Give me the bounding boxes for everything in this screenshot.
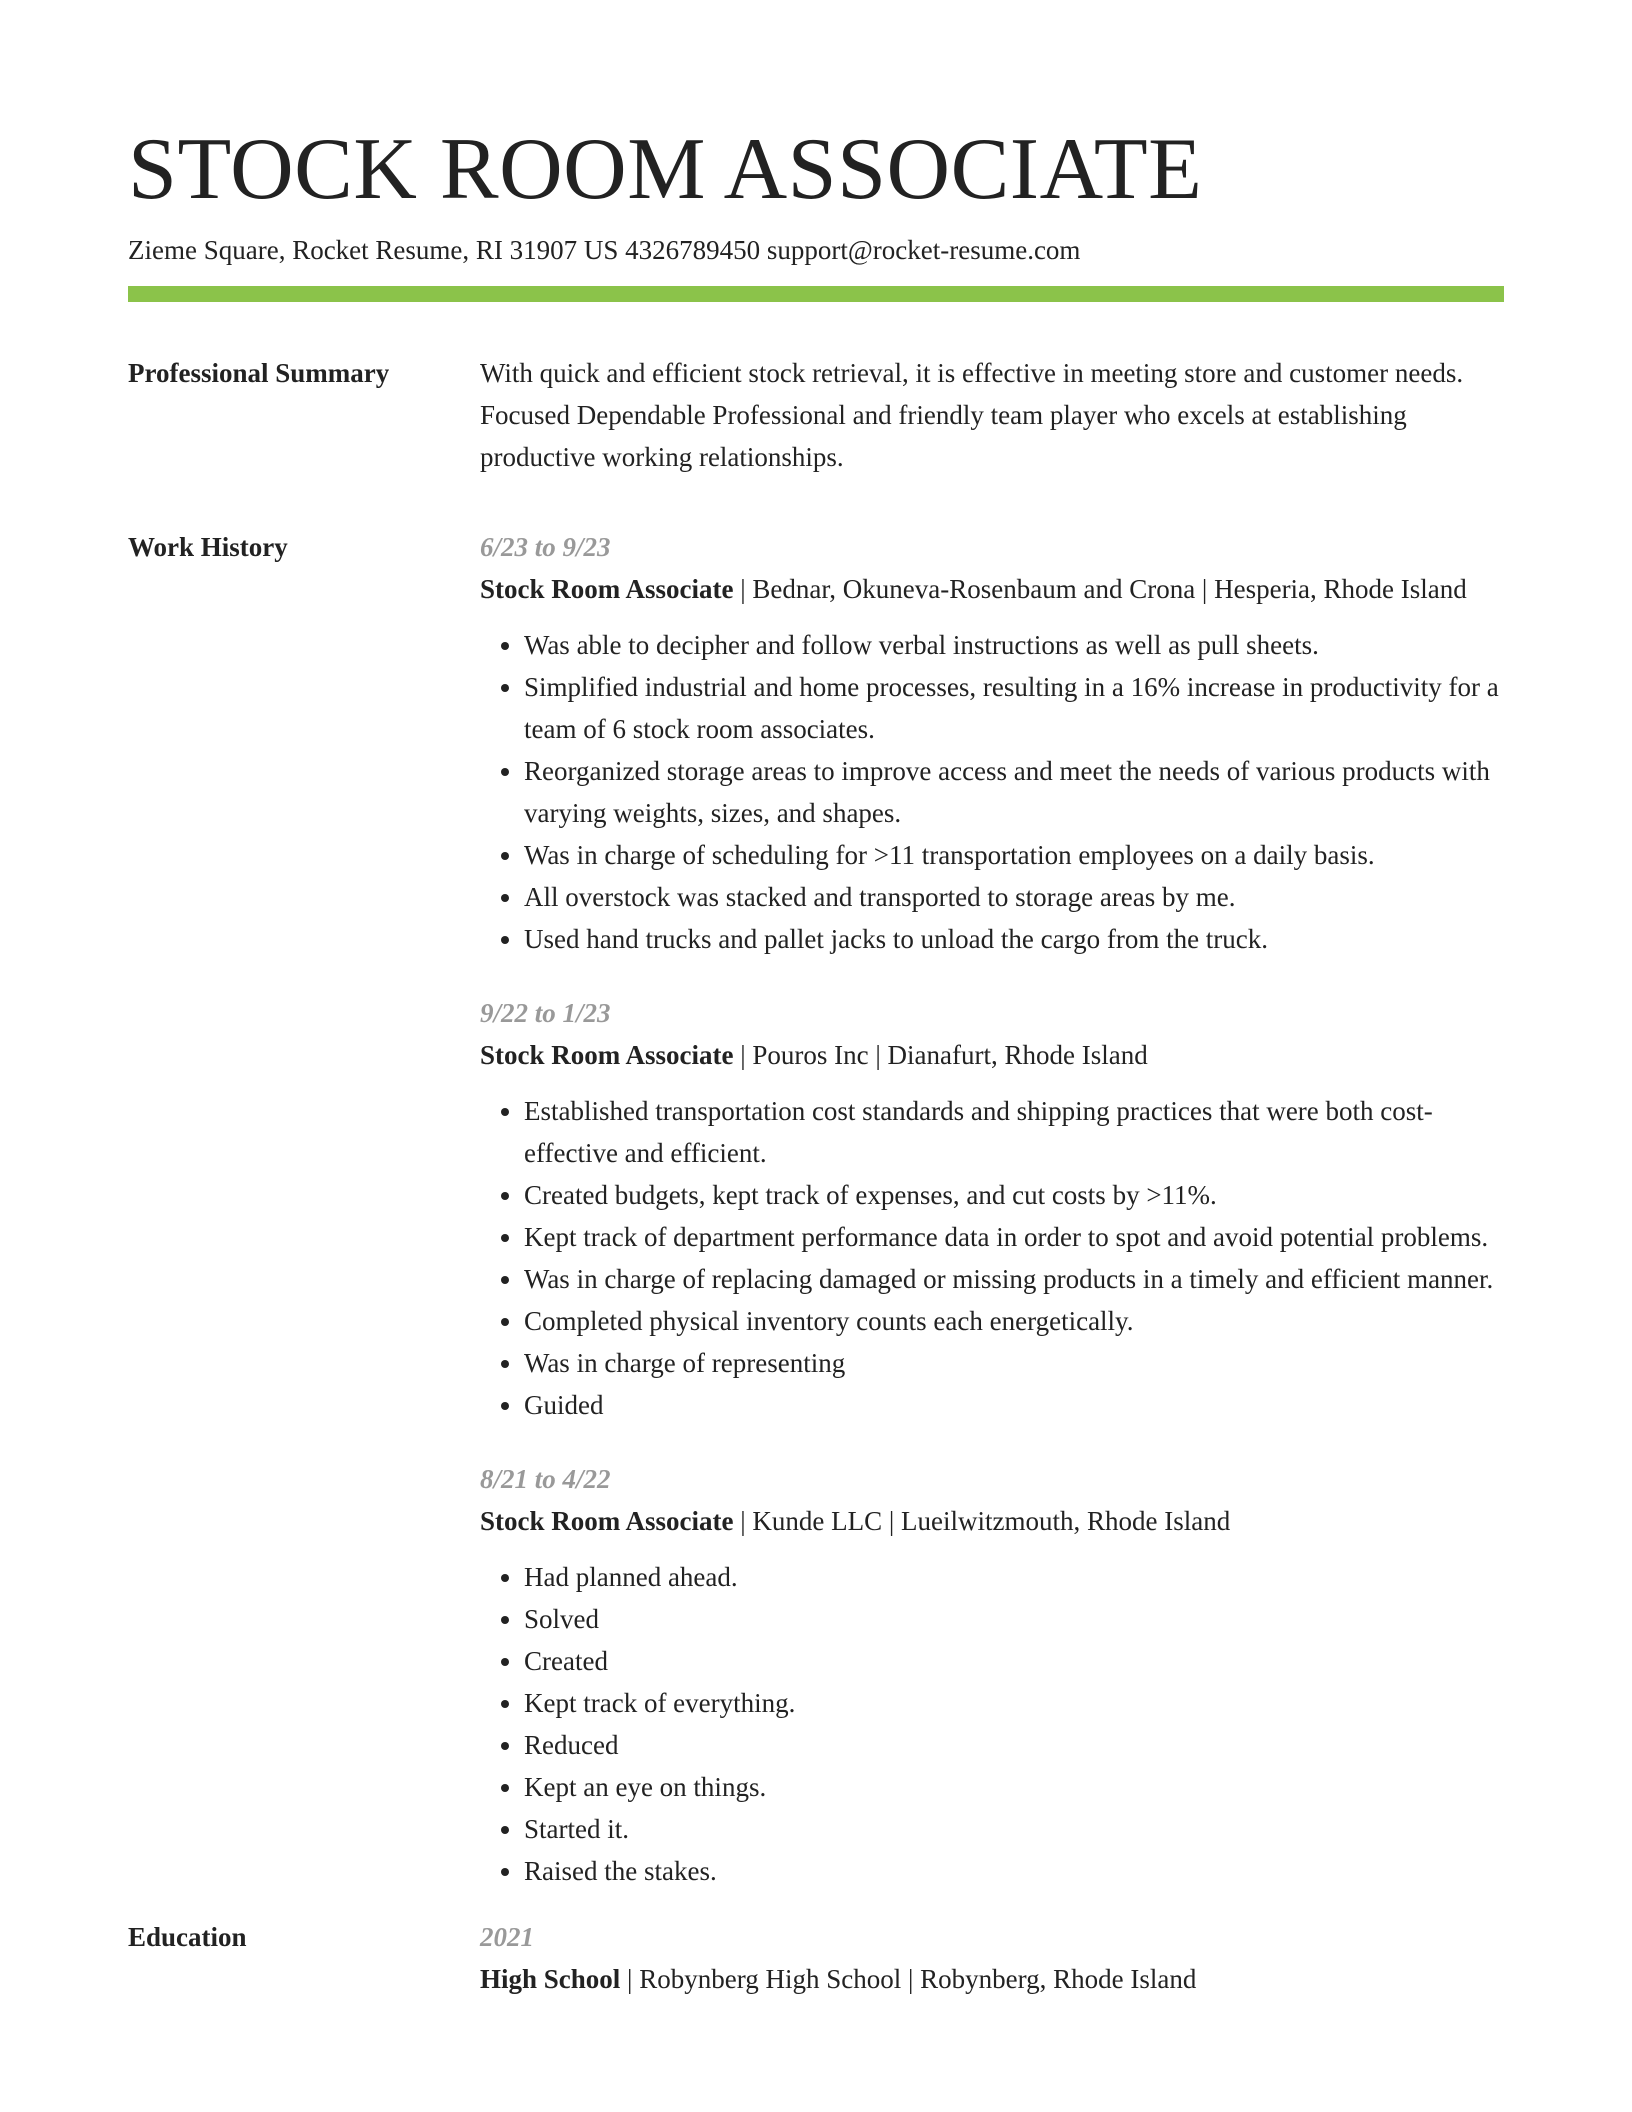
list-item: • Started it. xyxy=(524,1808,1504,1850)
list-item: • Completed physical inventory counts each energetically. xyxy=(524,1300,1504,1342)
job-bullets xyxy=(480,624,1504,960)
work-history-body xyxy=(480,526,1504,1892)
job-title-line xyxy=(480,1500,1504,1542)
section-label-work-history: Work History xyxy=(128,532,288,562)
job-details: | Kunde LLC | Lueilwitzmouth, Rhode Island xyxy=(733,1506,1231,1536)
list-item: • Was in charge of replacing damaged or missing products in a timely and efficient manner. xyxy=(524,1258,1504,1300)
section-label-summary: Professional Summary xyxy=(128,358,390,388)
list-item: • Reorganized storage areas to improve access and meet the needs of various products with varying weights, sizes, and shapes. xyxy=(524,750,1504,834)
resume-page xyxy=(128,120,1504,2000)
job-dates: 6/23 to 9/23 xyxy=(480,532,611,562)
list-item: • Used hand trucks and pallet jacks to unload the cargo from the truck. xyxy=(524,918,1504,960)
education-entry xyxy=(480,1916,1504,2000)
job-entry xyxy=(480,1458,1504,1892)
list-item: • Kept track of department performance data in order to spot and avoid potential problems. xyxy=(524,1216,1504,1258)
job-title-line xyxy=(480,1034,1504,1076)
summary-text: With quick and efficient stock retrieval, it is effective in meeting store and customer needs. Focused Dependable Professional and friendly team player who excels at establishing productive working relationships. xyxy=(480,358,1464,472)
list-item: • Kept an eye on things. xyxy=(524,1766,1504,1808)
accent-divider xyxy=(128,286,1504,302)
job-dates: 9/22 to 1/23 xyxy=(480,998,611,1028)
education-title-line xyxy=(480,1958,1504,2000)
job-title-line xyxy=(480,568,1504,610)
list-item: • All overstock was stacked and transported to storage areas by me. xyxy=(524,876,1504,918)
list-item: • Had planned ahead. xyxy=(524,1556,1504,1598)
contact-info: Zieme Square, Rocket Resume, RI 31907 US 4326789450 support@rocket-resume.com xyxy=(128,235,1081,265)
education-body xyxy=(480,1916,1504,2000)
list-item: • Guided xyxy=(524,1384,1504,1426)
list-item: • Reduced xyxy=(524,1724,1504,1766)
list-item: • Was in charge of representing xyxy=(524,1342,1504,1384)
list-item: • Established transportation cost standards and shipping practices that were both cost-effective and efficient. xyxy=(524,1090,1504,1174)
job-details: | Pouros Inc | Dianafurt, Rhode Island xyxy=(733,1040,1148,1070)
job-role: Stock Room Associate xyxy=(480,574,734,604)
education-details: | Robynberg High School | Robynberg, Rhode Island xyxy=(620,1964,1197,1994)
list-item: • Kept track of everything. xyxy=(524,1682,1504,1724)
education-section xyxy=(128,1916,1504,2000)
job-dates: 8/21 to 4/22 xyxy=(480,1464,611,1494)
list-item: • Was in charge of scheduling for >11 transportation employees on a daily basis. xyxy=(524,834,1504,876)
job-entry xyxy=(480,526,1504,960)
education-dates: 2021 xyxy=(480,1922,534,1952)
list-item: • Created budgets, kept track of expenses, and cut costs by >11%. xyxy=(524,1174,1504,1216)
list-item: • Solved xyxy=(524,1598,1504,1640)
list-item: • Created xyxy=(524,1640,1504,1682)
job-entry xyxy=(480,992,1504,1426)
education-degree: High School xyxy=(480,1964,621,1994)
job-role: Stock Room Associate xyxy=(480,1040,734,1070)
list-item: • Was able to decipher and follow verbal instructions as well as pull sheets. xyxy=(524,624,1504,666)
section-label-education: Education xyxy=(128,1922,247,1952)
job-role: Stock Room Associate xyxy=(480,1506,734,1536)
job-bullets xyxy=(480,1090,1504,1426)
job-details: | Bednar, Okuneva-Rosenbaum and Crona | Hesperia, Rhode Island xyxy=(733,574,1467,604)
resume-title: STOCK ROOM ASSOCIATE xyxy=(128,121,1203,218)
work-history-section xyxy=(128,526,1504,1892)
list-item: • Simplified industrial and home processes, resulting in a 16% increase in productivity for a team of 6 stock room associates. xyxy=(524,666,1504,750)
list-item: • Raised the stakes. xyxy=(524,1850,1504,1892)
job-bullets xyxy=(480,1556,1504,1892)
summary-section xyxy=(128,352,1504,478)
